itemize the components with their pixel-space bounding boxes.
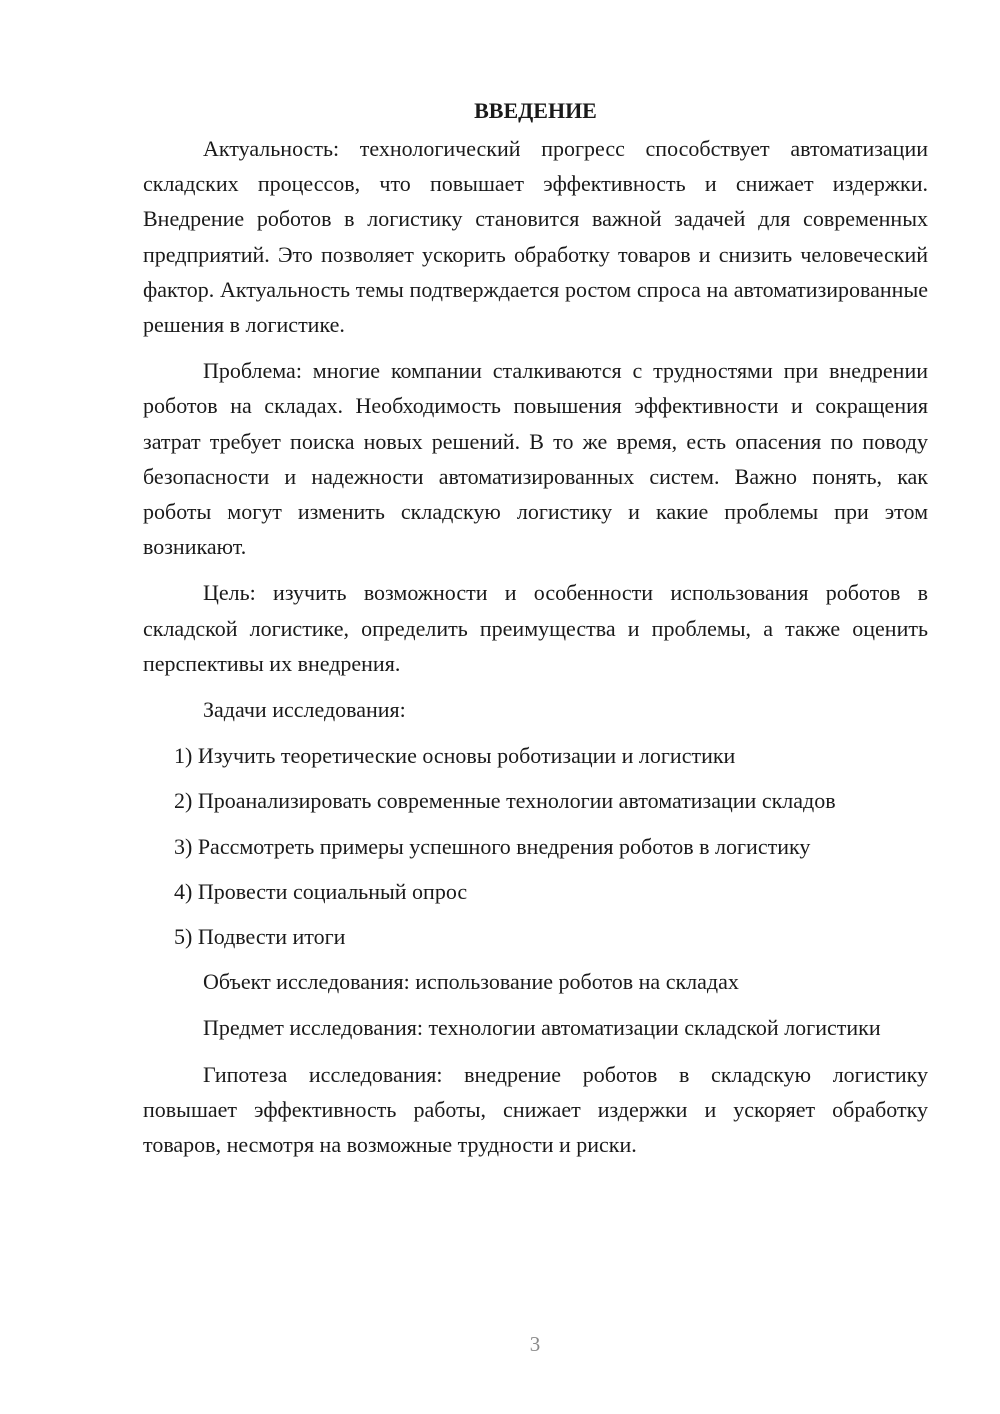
problem-paragraph: Проблема: многие компании сталкиваются с трудностями при внедрении роботов на складах. Необходимость повышения эффективности и сокращения затрат требует поиска новых решений. В то же время, есть опасения по поводу безопасности и надежности автоматизированных систем. Важно понять, как роботы могут изменить складскую логистику и какие проблемы при этом возникают. <box>143 358 928 560</box>
tasks-heading: Задачи исследования: <box>203 697 406 723</box>
relevance-paragraph: Актуальность: технологический прогресс способствует автоматизации складских процессов, что повышает эффективность и снижает издержки. Внедрение роботов в логистику становится важной задачей для современных предприятий. Это позволяет ускорить обработку товаров и снизить человеческий фактор. Актуальность темы подтверждается ростом спроса на автоматизированные решения в логистике. <box>143 136 928 338</box>
document-page <box>143 96 928 1173</box>
task-item: 5) Подвести итоги <box>174 924 346 950</box>
task-item: 4) Провести социальный опрос <box>174 878 468 904</box>
task-item: 3) Рассмотреть примеры успешного внедрения роботов в логистику <box>174 833 811 859</box>
task-item: 1) Изучить теоретические основы роботизации и логистики <box>174 743 736 769</box>
subject-paragraph: Предмет исследования: технологии автоматизации складской логистики <box>203 1015 881 1041</box>
task-item: 2) Проанализировать современные технологии автоматизации складов <box>174 788 836 814</box>
goal-paragraph: Цель: изучить возможности и особенности использования роботов в складской логистике, определить преимущества и проблемы, а также оценить перспективы их внедрения. <box>143 580 928 676</box>
page-number: 3 <box>529 1332 541 1356</box>
object-paragraph: Объект исследования: использование роботов на складах <box>203 969 739 995</box>
document-title: ВВЕДЕНИЕ <box>474 98 597 123</box>
hypothesis-paragraph: Гипотеза исследования: внедрение роботов в складскую логистику повышает эффективность работы, снижает издержки и ускоряет обработку товаров, несмотря на возможные трудности и риски. <box>143 1061 928 1158</box>
